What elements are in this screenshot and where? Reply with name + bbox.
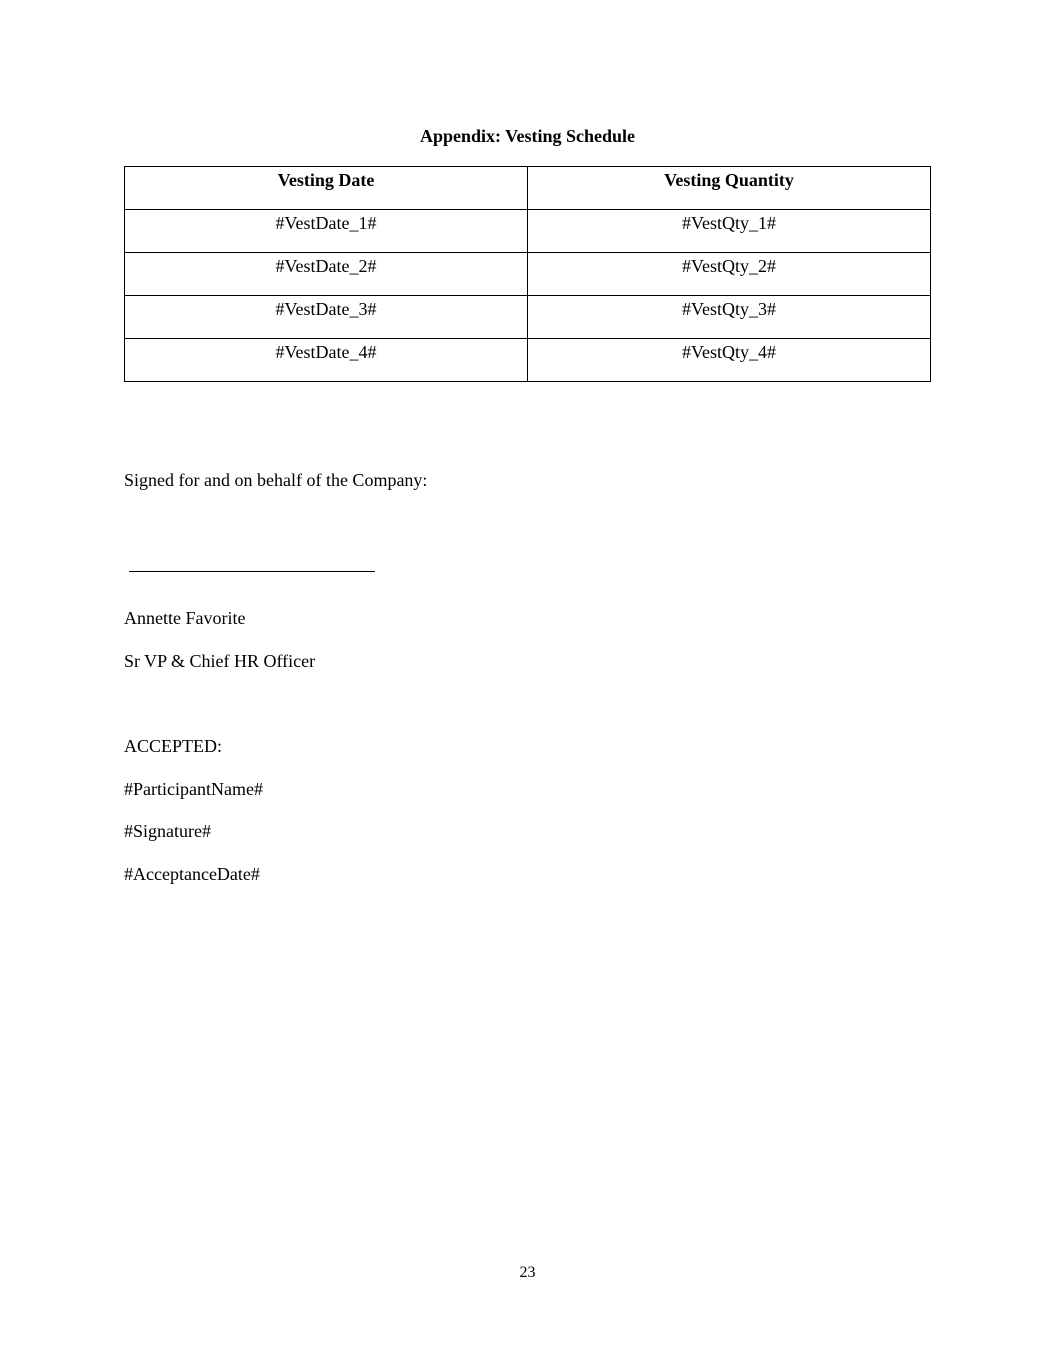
header-vesting-quantity: Vesting Quantity: [528, 167, 931, 210]
company-signature-intro: Signed for and on behalf of the Company:: [124, 470, 428, 490]
signature-line: [129, 571, 375, 572]
vest-qty-cell: #VestQty_4#: [528, 339, 931, 382]
acceptance-date: #AcceptanceDate#: [124, 864, 260, 884]
participant-name: #ParticipantName#: [124, 779, 263, 799]
vest-date-cell: #VestDate_2#: [125, 253, 528, 296]
vest-qty-cell: #VestQty_1#: [528, 210, 931, 253]
vest-qty-cell: #VestQty_3#: [528, 296, 931, 339]
vest-date-cell: #VestDate_3#: [125, 296, 528, 339]
table-row: [125, 296, 931, 339]
vest-date-cell: #VestDate_4#: [125, 339, 528, 382]
signer-title: Sr VP & Chief HR Officer: [124, 651, 316, 671]
table-row: [125, 253, 931, 296]
table-header-row: [125, 167, 931, 210]
vest-qty-cell: #VestQty_2#: [528, 253, 931, 296]
page-title: Appendix: Vesting Schedule: [419, 126, 636, 146]
vest-date-cell: #VestDate_1#: [125, 210, 528, 253]
header-vesting-date: Vesting Date: [125, 167, 528, 210]
accepted-label: ACCEPTED:: [124, 736, 223, 756]
vesting-schedule-table: [124, 166, 931, 382]
participant-signature: #Signature#: [124, 821, 211, 841]
table-row: [125, 210, 931, 253]
table-row: [125, 339, 931, 382]
page-number: 23: [519, 1264, 536, 1281]
signer-name: Annette Favorite: [124, 608, 246, 628]
